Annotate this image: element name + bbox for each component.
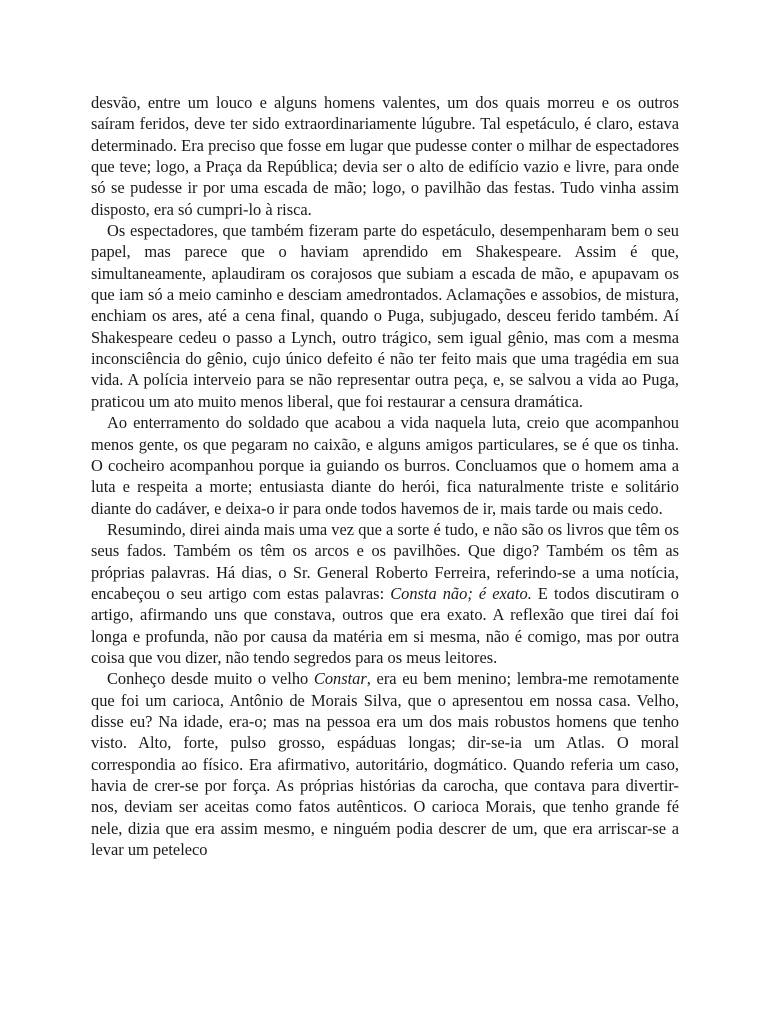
text-run: E todos discutiram o artigo, afirmando uns que constava, outros que era exato. A reflexão que tirei daí foi longa e profunda, não por causa da matéria em si mesma, não é comigo, mas por outra coisa que vou dizer, não tendo segredos para os meus leitores. <box>91 583 680 667</box>
text-run: , era eu bem menino; lembra-me remotamente que foi um carioca, Antônio de Morais Silva, que o apresentou em nossa casa. Velho, disse eu? Na idade, era-o; mas na pessoa era um dos mais robustos homens que tenho visto. Alto, forte, pulso grosso, espáduas longas; dir-se-ia um Atlas. O moral correspondia ao físico. Era afirmativo, autoritário, dogmático. Quando referia um caso, havia de crer-se por força. As próprias histórias da carocha, que contava para divertir-nos, deviam ser aceitas como fatos autênticos. O carioca Morais, que tenho grande fé nele, dizia que era assim mesmo, e ninguém podia descrer de um, que era arriscar-se a levar um peteleco <box>91 669 679 860</box>
paragraph <box>91 92 679 220</box>
italic-text-run: Consta não; é exato. <box>390 583 532 603</box>
text-run: Resumindo, direi ainda mais uma vez que a sorte é tudo, e não são os livros que têm os seus fados. Também os têm os arcos e os pavilhões. Que digo? Também os têm as próprias palavras. Há dias, o Sr. General Roberto Ferreira, referindo-se a uma notícia, encabeçou o seu artigo com estas palavras: <box>91 519 679 603</box>
paragraph <box>91 220 679 412</box>
italic-text-run: Constar <box>313 669 367 689</box>
text-run: Ao enterramento do soldado que acabou a vida naquela luta, creio que acompanhou menos gente, os que pegaram no caixão, e alguns amigos particulares, se é que os tinha. O cocheiro acompanhou porque ia guiando os burros. Concluamos que o homem ama a luta e respeita a morte; entusiasta diante do herói, fica naturalmente triste e solitário diante do cadáver, e deixa-o ir para onde todos havemos de ir, mais tarde ou mais cedo. <box>91 413 679 518</box>
text-run: Os espectadores, que também fizeram parte do espetáculo, desempenharam bem o seu papel, mas parece que o haviam aprendido em Shakespeare. Assim é que, simultaneamente, aplaudiram os corajosos que subiam a escada de mão, e apupavam os que iam só a meio caminho e desciam amedrontados. Aclamações e assobios, de mistura, enchiam os ares, até a cena final, quando o Puga, subjugado, desceu ferido também. Aí Shakespeare cedeu o passo a Lynch, outro trágico, sem igual gênio, mas com a mesma inconsciência do gênio, cujo único defeito é não ter feito mais que uma tragédia em sua vida. A polícia interveio para se não representar outra peça, e, se salvou a vida ao Puga, praticou um ato muito menos liberal, que foi restaurar a censura dramática. <box>91 221 679 411</box>
paragraph <box>91 412 679 519</box>
page-body <box>91 92 679 860</box>
paragraph <box>91 668 679 860</box>
text-run: Conheço desde muito o velho <box>107 669 314 689</box>
paragraph <box>91 519 679 668</box>
text-run: desvão, entre um louco e alguns homens valentes, um dos quais morreu e os outros saíram feridos, deve ter sido extraordinariamente lúgubre. Tal espetáculo, é claro, estava determinado. Era preciso que fosse em lugar que pudesse conter o milhar de espectadores que teve; logo, a Praça da República; devia ser o alto de edifício vazio e livre, para onde só se pudesse ir por uma escada de mão; logo, o pavilhão das festas. Tudo vinha assim disposto, era só cumpri-lo à risca. <box>91 93 679 219</box>
